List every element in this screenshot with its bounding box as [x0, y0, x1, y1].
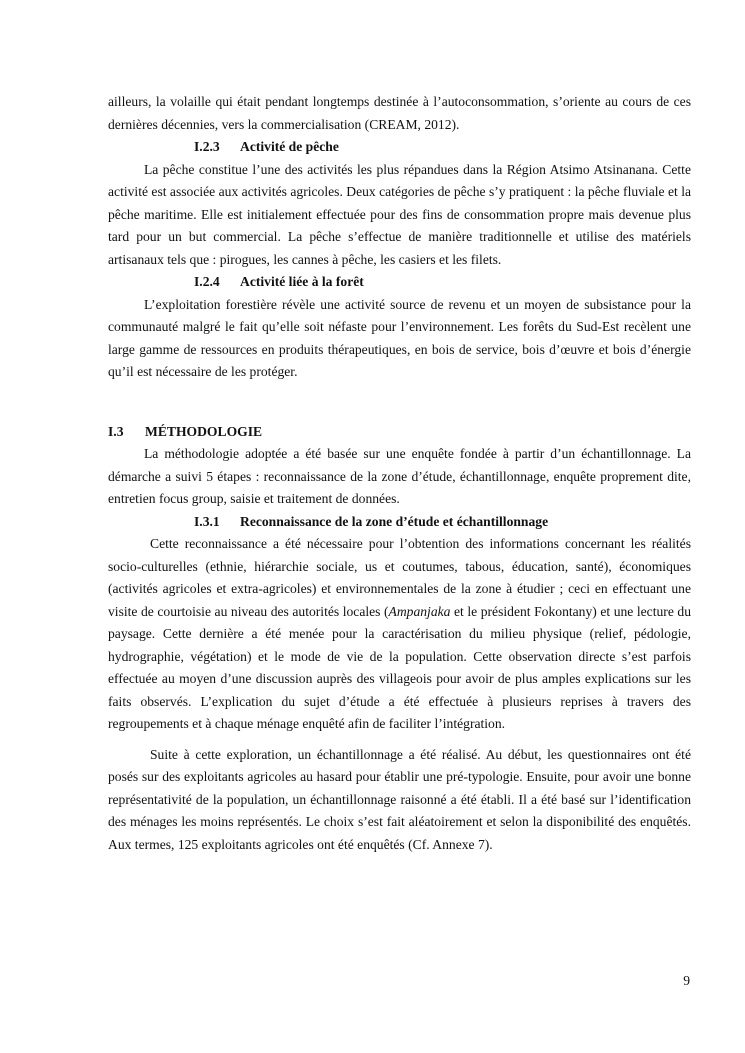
heading-title: Reconnaissance de la zone d’étude et échantillonnage: [240, 513, 549, 529]
paragraph-peche: La pêche constitue l’une des activités les plus répandues dans la Région Atsimo Atsinanana. Cette activité est associée aux activités agricoles. Deux catégories de pêche s’y pratiquent : la pêche fluviale et la pêche maritime. Elle est initialement effectuée pour des fins de consommation propre mais devenue plus tard pour un but commercial. La pêche s’effectue de manière traditionnelle et utilise des matériels artisanaux tels que : pirogues, les cannes à pêche, les casiers et les filets.: [108, 161, 691, 267]
heading-i-2-3: [108, 136, 691, 159]
page-number: 9: [683, 973, 690, 988]
heading-title: Activité liée à la forêt: [240, 274, 364, 289]
paragraph-foret: L’exploitation forestière révèle une activité source de revenu et un moyen de subsistance pour la communauté malgré le fait qu’elle soit néfaste pour l’environnement. Les forêts du Sud-Est recèlent une large gamme de ressources en produits thérapeutiques, en bois de service, bois d’œuvre et bois d’énergie qu’il est nécessaire de les protéger.: [108, 296, 691, 379]
heading-i-3: [108, 421, 691, 444]
heading-number: I.2.4: [194, 274, 220, 289]
paragraph-reconnaissance: [108, 533, 691, 736]
heading-i-2-4: [108, 271, 691, 294]
heading-number: I.2.3: [194, 139, 220, 154]
page-body: [108, 91, 691, 856]
section-title: MÉTHODOLOGIE: [145, 423, 263, 439]
section-spacer: [108, 384, 691, 421]
intro-paragraph: ailleurs, la volaille qui était pendant longtemps destinée à l’autoconsommation, s’oriente au cours de ces dernières décennies, vers la commercialisation (CREAM, 2012).: [108, 94, 691, 132]
section-number: I.3: [108, 423, 124, 439]
text-run: et le président Fokontany) et une lecture du paysage. Cette dernière a été menée pour la caractérisation du milieu physique (relief, pédologie, hydrographie, végétation) et le mode de vie de la population. Cette observation directe s’est parfois effectuée au moyen d’une discussion auprès des villageois pour avoir de plus amples explications sur les faits observés. L’explication du sujet d’étude a été effectuée à plusieurs reprises à travers des regroupements et à chaque ménage enquêté afin de faciliter l’intégration.: [108, 603, 691, 731]
heading-number: I.3.1: [194, 513, 220, 529]
paragraph-methodologie: La méthodologie adoptée a été basée sur une enquête fondée à partir d’un échantillonnage. La démarche a suivi 5 étapes : reconnaissance de la zone d’étude, échantillonnage, enquête proprement dite, entretien focus group, saisie et traitement de données.: [108, 446, 691, 506]
text-run: Cette reconnaissance a été nécessaire pour l’obtention des informations concernant les réalités socio-culturelles (ethnie, hiérarchie sociale, us et coutumes, tabous, éducation, santé), économiques (activités agricoles et extra-agricoles) et environnementales de la zone à étudier ; ceci en effectuant une visite de courtoisie au niveau des autorités locales (: [108, 536, 691, 619]
paragraph-echantillonnage: Suite à cette exploration, un échantillonnage a été réalisé. Au début, les questionnaires ont été posés sur des exploitants agricoles au hasard pour établir une pré-typologie. Ensuite, pour avoir une bonne représentativité de la population, un échantillonnage raisonné a été établi. Il a été basé sur l’identification des ménages les moins représentés. Le choix s’est fait aléatoirement et selon la disponibilité des enquêtés. Aux termes, 125 exploitants agricoles ont été enquêtés (Cf. Annexe 7).: [108, 746, 691, 852]
heading-title: Activité de pêche: [240, 139, 339, 154]
italic-term: Ampanjaka: [388, 603, 451, 619]
heading-i-3-1: [108, 511, 691, 534]
